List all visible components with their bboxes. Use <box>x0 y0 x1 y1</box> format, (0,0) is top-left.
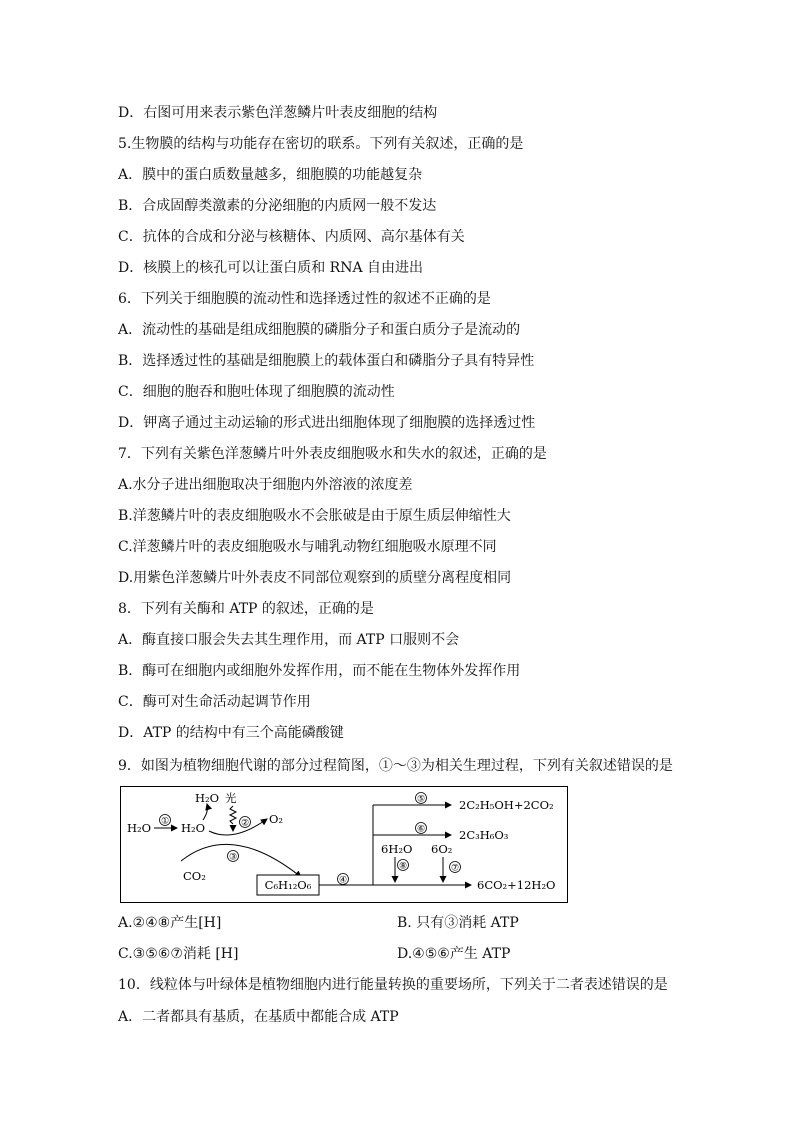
q6-option-b: B．选择透过性的基础是细胞膜上的载体蛋白和磷脂分子具有特异性 <box>118 353 535 369</box>
h2o-left-label: H₂O <box>127 821 152 835</box>
arrow-h2o-up <box>203 804 208 820</box>
marker-7: ⑦ <box>450 863 460 874</box>
q7-option-d: D.用紫色洋葱鳞片叶外表皮不同部位观察到的质壁分离程度相同 <box>118 570 512 586</box>
q5-option-c: C．抗体的合成和分泌与核糖体、内质网、高尔基体有关 <box>118 229 465 245</box>
q8-option-a: A．酶直接口服会失去其生理作用，而 ATP 口服则不会 <box>118 632 460 648</box>
q7-option-b: B.洋葱鳞片叶的表皮细胞吸水不会胀破是由于原生质层伸缩性大 <box>118 508 511 524</box>
q8-option-b: B．酶可在细胞内或细胞外发挥作用，而不能在生物体外发挥作用 <box>118 663 521 679</box>
marker-4: ④ <box>338 875 348 886</box>
q6-stem: 6．下列关于细胞膜的流动性和选择透过性的叙述不正确的是 <box>118 291 491 307</box>
h2o-mid-label: H₂O <box>181 821 206 835</box>
q5-option-b: B．合成固醇类激素的分泌细胞的内质网一般不发达 <box>118 198 437 214</box>
product-aerobic: 6CO₂+12H₂O <box>477 878 556 892</box>
q6-option-c: C．细胞的胞吞和胞吐体现了细胞膜的流动性 <box>118 384 395 400</box>
arrow-process-2 <box>209 819 267 835</box>
q10-stem: 10．线粒体与叶绿体是植物细胞内进行能量转换的重要场所，下列关于二者表述错误的是 <box>118 977 668 993</box>
water6-label: 6H₂O <box>381 842 413 856</box>
marker-2: ② <box>240 818 250 829</box>
q5-option-a: A．膜中的蛋白质数量越多，细胞膜的功能越复杂 <box>118 167 423 183</box>
q9-option-a: A.②④⑧产生[H] <box>118 915 222 931</box>
product-alcohol: 2C₂H₅OH+2CO₂ <box>459 798 554 812</box>
metabolism-diagram-svg <box>121 787 567 902</box>
co2-label: CO₂ <box>183 869 206 883</box>
q9-option-c: C.③⑤⑥⑦消耗 [H] <box>118 946 239 962</box>
q7-stem: 7．下列有关紫色洋葱鳞片叶外表皮细胞吸水和失水的叙述，正确的是 <box>118 446 547 462</box>
marker-1: ① <box>160 816 170 827</box>
marker-8: ⑧ <box>398 861 408 872</box>
marker-6: ⑥ <box>416 824 426 835</box>
q9-option-d: D.④⑤⑥产生 ATP <box>397 946 511 962</box>
product-lactic: 2C₃H₆O₃ <box>459 828 509 842</box>
q9-stem: 9．如图为植物细胞代谢的部分过程简图，①～③为相关生理过程，下列有关叙述错误的是 <box>118 758 673 774</box>
q8-option-d: D．ATP 的结构中有三个高能磷酸键 <box>118 725 344 741</box>
marker-5: ⑤ <box>416 794 426 805</box>
o2-label: O₂ <box>269 812 284 826</box>
q10-option-a: A．二者都具有基质，在基质中都能合成 ATP <box>118 1009 399 1025</box>
q7-option-a: A.水分子进出细胞取决于细胞内外溶液的浓度差 <box>118 477 413 493</box>
metabolism-diagram <box>120 786 568 903</box>
q9-option-b: B. 只有③消耗 ATP <box>397 915 519 931</box>
light-zigzag <box>230 806 236 824</box>
q5-option-d: D．核膜上的核孔可以让蛋白质和 RNA 自由进出 <box>118 260 424 276</box>
glucose-label: C₆H₁₂O₆ <box>264 878 312 892</box>
q6-option-a: A．流动性的基础是组成细胞膜的磷脂分子和蛋白质分子是流动的 <box>118 322 521 338</box>
h2o-top-label: H₂O <box>195 791 220 805</box>
q4-option-d: D．右图可用来表示紫色洋葱鳞片叶表皮细胞的结构 <box>118 105 438 121</box>
marker-3: ③ <box>228 852 238 863</box>
q8-stem: 8．下列有关酶和 ATP 的叙述，正确的是 <box>118 601 374 617</box>
q7-option-c: C.洋葱鳞片叶的表皮细胞吸水与哺乳动物红细胞吸水原理不同 <box>118 539 497 555</box>
oxygen6-label: 6O₂ <box>431 842 453 856</box>
q5-stem: 5.生物膜的结构与功能存在密切的联系。下列有关叙述，正确的是 <box>118 136 524 152</box>
q6-option-d: D．钾离子通过主动运输的形式进出细胞体现了细胞膜的选择透过性 <box>118 415 536 431</box>
light-label: 光 <box>225 791 237 805</box>
q8-option-c: C．酶可对生命活动起调节作用 <box>118 694 311 710</box>
